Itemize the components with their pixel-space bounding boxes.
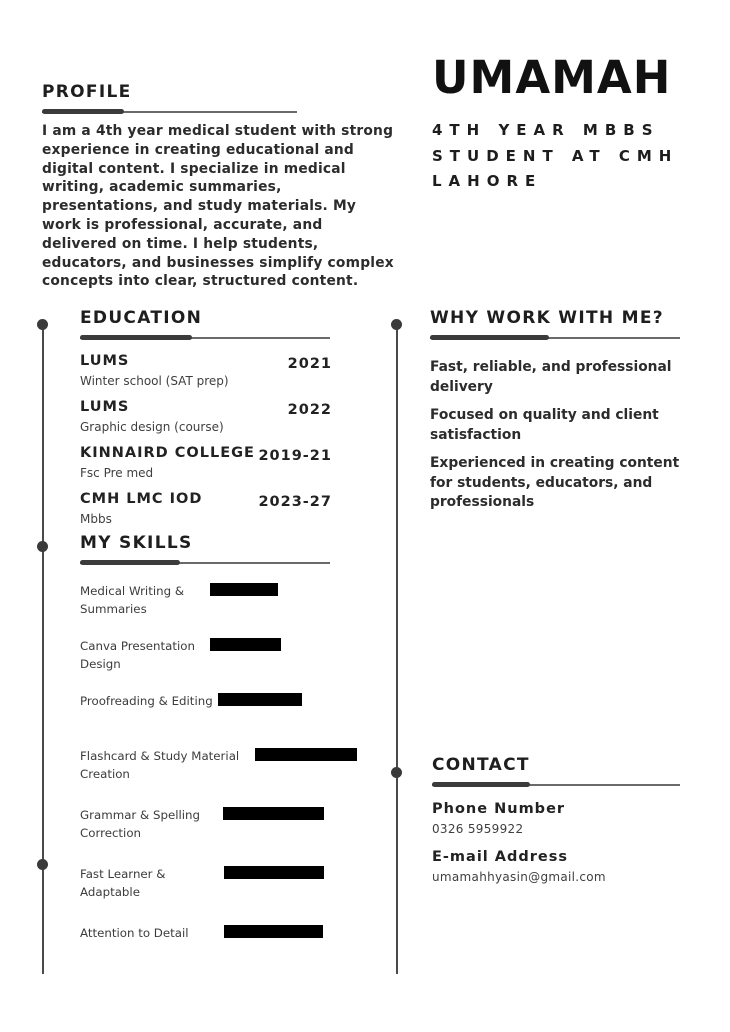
skill-label: Proofreading & Editing — [80, 694, 213, 708]
skill-level-bar — [210, 638, 281, 651]
timeline-dot-fast-learner — [37, 859, 48, 870]
profile-heading-rule — [42, 109, 297, 115]
name-header — [432, 51, 679, 195]
timeline-right-line — [396, 324, 398, 974]
profile-text: I am a 4th year medical student with strong experience in creating educational and digital content. I specialize in medical writing, academic summaries, presentations, and study materials. My work is professional, accurate, and delivered on time. I help students, educators, and businesses simplify complex concepts into clear, structured content. — [42, 123, 394, 290]
education-section — [80, 308, 332, 536]
timeline-dot-contact — [391, 767, 402, 778]
education-detail: Mbbs — [80, 512, 112, 526]
skill-level-bar — [210, 583, 278, 596]
skill-label: Medical Writing & Summaries — [80, 584, 185, 616]
skill-level-bar — [224, 866, 324, 879]
skill-label: Attention to Detail — [80, 926, 189, 940]
why-section — [430, 308, 685, 522]
education-years: 2019-21 — [258, 448, 332, 464]
subtitle-line: LAHORE — [432, 172, 543, 190]
why-item: Fast, reliable, and professional delivery — [430, 359, 672, 395]
education-item — [80, 352, 332, 389]
why-item: Experienced in creating content for students, educators, and professionals — [430, 455, 680, 510]
skill-level-bar — [218, 693, 302, 706]
education-school: CMH LMC IOD — [80, 491, 203, 507]
education-years: 2021 — [287, 356, 332, 372]
why-item: Focused on quality and client satisfaction — [430, 407, 659, 443]
rule-thick-line — [80, 560, 180, 565]
skill-level-bar — [224, 925, 323, 938]
education-list — [80, 352, 332, 527]
education-detail: Fsc Pre med — [80, 466, 154, 480]
education-school: KINNAIRD COLLEGE — [80, 445, 255, 461]
email-value: umamahhyasin@gmail.com — [432, 870, 606, 884]
timeline-dot-education — [37, 319, 48, 330]
subtitle-line: STUDENT AT CMH — [432, 146, 679, 165]
skills-list — [80, 582, 360, 983]
education-item — [80, 444, 332, 481]
education-item — [80, 398, 332, 435]
timeline-left-line — [42, 324, 44, 974]
education-years: 2022 — [287, 402, 332, 418]
rule-thick-line — [432, 782, 530, 787]
skills-heading: MY SKILLS — [80, 533, 193, 553]
why-heading-rule — [430, 335, 680, 341]
why-heading: WHY WORK WITH ME? — [430, 308, 664, 328]
education-detail: Winter school (SAT prep) — [80, 374, 229, 388]
skill-label: Canva Presentation Design — [80, 639, 195, 671]
skill-item — [80, 582, 360, 637]
timeline-dot-skills — [37, 541, 48, 552]
name-subtitle — [432, 118, 678, 195]
education-heading-rule — [80, 335, 330, 341]
skill-item — [80, 806, 360, 865]
education-heading: EDUCATION — [80, 308, 203, 328]
contact-heading-rule — [432, 782, 680, 788]
rule-thick-line — [42, 109, 124, 114]
skill-item — [80, 747, 360, 806]
skill-label: Grammar & Spelling Correction — [80, 808, 201, 840]
phone-label: Phone Number — [432, 801, 566, 817]
profile-section — [42, 82, 396, 291]
skill-item — [80, 692, 360, 747]
skill-item — [80, 865, 360, 924]
skill-item — [80, 924, 360, 983]
education-school: LUMS — [80, 399, 130, 415]
education-detail: Graphic design (course) — [80, 420, 224, 434]
skills-heading-rule — [80, 560, 330, 566]
skill-item — [80, 637, 360, 692]
skills-section — [80, 533, 360, 983]
contact-heading: CONTACT — [432, 755, 530, 775]
education-school: LUMS — [80, 353, 130, 369]
education-item — [80, 490, 332, 527]
phone-value: 0326 5959922 — [432, 822, 524, 836]
rule-thick-line — [80, 335, 192, 340]
skill-label: Flashcard & Study Material Creation — [80, 749, 240, 781]
timeline-dot-why — [391, 319, 402, 330]
why-list — [430, 358, 685, 513]
subtitle-line: 4TH YEAR MBBS — [432, 121, 660, 139]
education-years: 2023-27 — [258, 494, 332, 510]
skill-level-bar — [255, 748, 357, 761]
rule-thick-line — [430, 335, 549, 340]
skill-label: Fast Learner & Adaptable — [80, 867, 166, 899]
email-label: E-mail Address — [432, 849, 569, 865]
contact-section — [432, 755, 680, 884]
skill-level-bar — [223, 807, 324, 820]
profile-heading: PROFILE — [42, 82, 132, 102]
name: UMAMAH — [432, 51, 672, 104]
